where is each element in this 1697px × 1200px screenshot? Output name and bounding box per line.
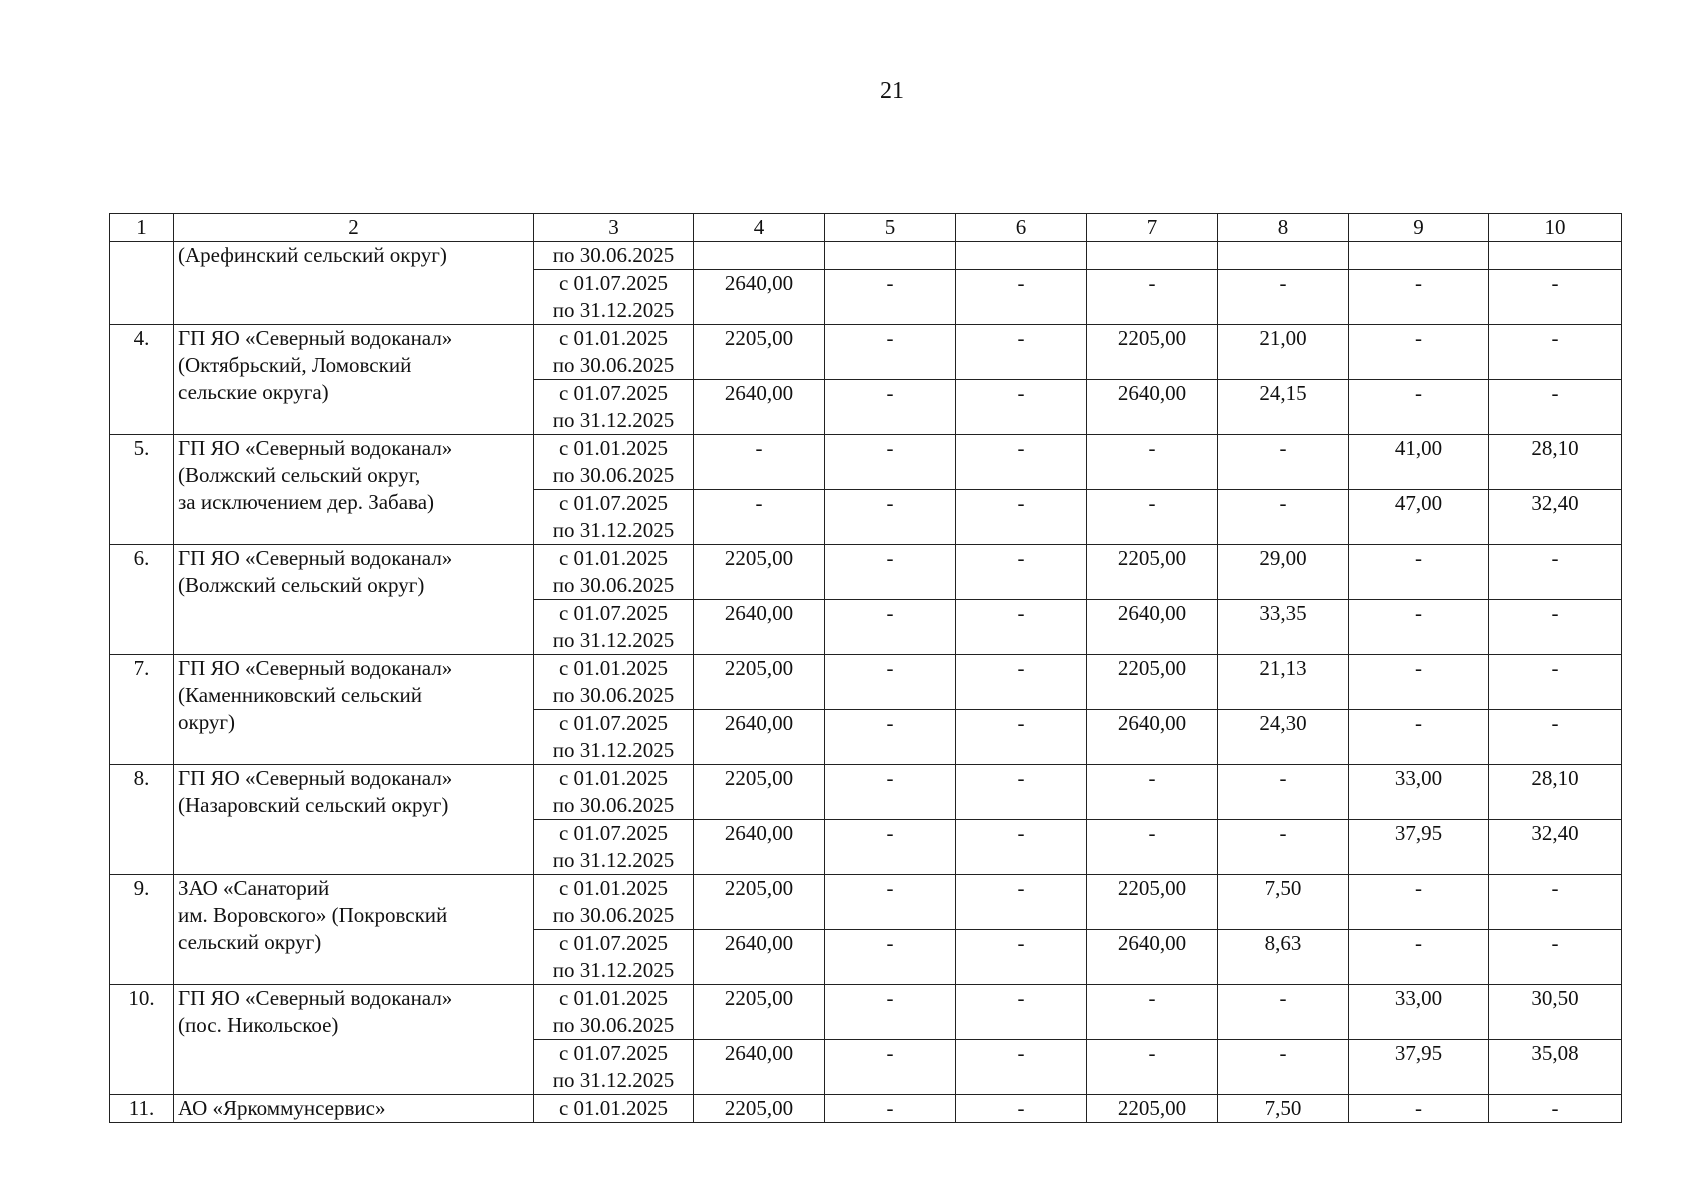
value-cell	[694, 242, 825, 270]
value-cell: -	[1087, 1040, 1218, 1095]
value-cell: -	[1349, 600, 1489, 655]
value-cell: 21,13	[1218, 655, 1349, 710]
period-cell	[534, 242, 694, 270]
organization-cell	[174, 435, 534, 545]
value-cell: -	[1218, 435, 1349, 490]
organization-cell	[174, 545, 534, 655]
period-cell	[534, 875, 694, 930]
period-line: с 01.07.2025	[558, 1041, 669, 1065]
value-cell: 2205,00	[694, 765, 825, 820]
value-cell: -	[956, 765, 1087, 820]
row-number: 4.	[110, 325, 174, 435]
value-cell: 2640,00	[694, 270, 825, 325]
value-cell	[1087, 242, 1218, 270]
organization-line: им. Воровского» (Покровский	[178, 903, 448, 927]
value-cell: -	[1489, 930, 1622, 985]
period-line: с 01.01.2025	[558, 546, 669, 570]
organization-line: ГП ЯО «Северный водоканал»	[178, 546, 453, 570]
row-number: 8.	[110, 765, 174, 875]
period-cell	[534, 930, 694, 985]
row-number: 9.	[110, 875, 174, 985]
value-cell: -	[1218, 1040, 1349, 1095]
value-cell: -	[1087, 435, 1218, 490]
value-cell: -	[694, 435, 825, 490]
table-row	[110, 242, 1622, 270]
period-cell	[534, 655, 694, 710]
value-cell: -	[1349, 710, 1489, 765]
organization-line: (Каменниковский сельский	[178, 683, 423, 707]
period-line: с 01.07.2025	[558, 821, 669, 845]
value-cell: -	[956, 600, 1087, 655]
value-cell: 2640,00	[1087, 710, 1218, 765]
value-cell: -	[825, 1095, 956, 1123]
value-cell: -	[825, 380, 956, 435]
value-cell: 32,40	[1489, 820, 1622, 875]
value-cell: 2205,00	[694, 545, 825, 600]
value-cell: 2640,00	[1087, 380, 1218, 435]
period-line: с 01.07.2025	[558, 931, 669, 955]
organization-cell	[174, 765, 534, 875]
value-cell: -	[956, 1040, 1087, 1095]
value-cell: -	[825, 875, 956, 930]
period-cell	[534, 490, 694, 545]
period-line: по 30.06.2025	[552, 683, 675, 707]
organization-cell	[174, 325, 534, 435]
organization-line: (Назаровский сельский округ)	[178, 793, 449, 817]
value-cell: 33,35	[1218, 600, 1349, 655]
period-line: по 31.12.2025	[552, 958, 675, 982]
period-line: с 01.07.2025	[558, 491, 669, 515]
period-cell	[534, 380, 694, 435]
organization-line: ГП ЯО «Северный водоканал»	[178, 656, 453, 680]
period-line: по 31.12.2025	[552, 848, 675, 872]
value-cell: 2205,00	[694, 985, 825, 1040]
value-cell: -	[956, 380, 1087, 435]
value-cell: 37,95	[1349, 820, 1489, 875]
value-cell: -	[1087, 490, 1218, 545]
value-cell: 32,40	[1489, 490, 1622, 545]
value-cell: 2640,00	[694, 380, 825, 435]
period-cell	[534, 270, 694, 325]
period-cell	[534, 1040, 694, 1095]
column-header: 10	[1489, 214, 1622, 242]
organization-line: сельские округа)	[178, 380, 329, 404]
value-cell: -	[956, 710, 1087, 765]
organization-line: за исключением дер. Забава)	[178, 490, 435, 514]
value-cell: -	[1218, 490, 1349, 545]
value-cell: -	[956, 985, 1087, 1040]
value-cell: 2205,00	[1087, 545, 1218, 600]
organization-cell	[174, 985, 534, 1095]
value-cell: 2205,00	[1087, 875, 1218, 930]
value-cell	[956, 242, 1087, 270]
period-line: по 31.12.2025	[552, 1068, 675, 1092]
value-cell: -	[1218, 820, 1349, 875]
value-cell: 2205,00	[1087, 655, 1218, 710]
value-cell: -	[956, 490, 1087, 545]
value-cell: 24,30	[1218, 710, 1349, 765]
value-cell: 47,00	[1349, 490, 1489, 545]
table-row	[110, 765, 1622, 820]
table-row	[110, 545, 1622, 600]
column-header: 9	[1349, 214, 1489, 242]
value-cell: 28,10	[1489, 765, 1622, 820]
organization-line: АО «Яркоммунсервис»	[178, 1096, 386, 1120]
organization-line: ЗАО «Санаторий	[178, 876, 330, 900]
value-cell: -	[1218, 270, 1349, 325]
value-cell: -	[825, 820, 956, 875]
page-number: 21	[880, 78, 904, 104]
column-header: 5	[825, 214, 956, 242]
value-cell: 2640,00	[694, 1040, 825, 1095]
period-line: по 31.12.2025	[552, 518, 675, 542]
period-line: с 01.01.2025	[558, 656, 669, 680]
period-line: с 01.01.2025	[558, 986, 669, 1010]
row-number: 7.	[110, 655, 174, 765]
value-cell: 2205,00	[694, 1095, 825, 1123]
period-line: с 01.01.2025	[558, 326, 669, 350]
organization-line: ГП ЯО «Северный водоканал»	[178, 986, 453, 1010]
period-line: с 01.07.2025	[558, 271, 669, 295]
period-line: по 30.06.2025	[552, 903, 675, 927]
organization-line: (Волжский сельский округ)	[178, 573, 425, 597]
value-cell: 33,00	[1349, 985, 1489, 1040]
organization-cell	[174, 1095, 534, 1123]
row-number: 5.	[110, 435, 174, 545]
value-cell: -	[1349, 875, 1489, 930]
organization-cell	[174, 655, 534, 765]
organization-line: ГП ЯО «Северный водоканал»	[178, 766, 453, 790]
value-cell: -	[956, 875, 1087, 930]
period-line: по 30.06.2025	[552, 243, 675, 267]
value-cell: -	[825, 325, 956, 380]
value-cell: -	[1087, 820, 1218, 875]
value-cell	[1218, 242, 1349, 270]
value-cell: -	[956, 545, 1087, 600]
value-cell: -	[1218, 985, 1349, 1040]
table-row	[110, 875, 1622, 930]
value-cell: 2205,00	[694, 325, 825, 380]
period-line: с 01.01.2025	[558, 1096, 669, 1120]
value-cell: 24,15	[1218, 380, 1349, 435]
value-cell: -	[956, 325, 1087, 380]
value-cell: 2205,00	[1087, 325, 1218, 380]
value-cell: 2640,00	[694, 820, 825, 875]
value-cell: -	[825, 490, 956, 545]
value-cell: -	[825, 765, 956, 820]
table-row	[110, 1095, 1622, 1123]
table-row	[110, 325, 1622, 380]
organization-line: ГП ЯО «Северный водоканал»	[178, 326, 453, 350]
row-number: 10.	[110, 985, 174, 1095]
value-cell: 7,50	[1218, 1095, 1349, 1123]
value-cell: 2205,00	[694, 875, 825, 930]
value-cell: -	[825, 435, 956, 490]
row-number	[110, 242, 174, 325]
value-cell: 2640,00	[1087, 600, 1218, 655]
value-cell: 30,50	[1489, 985, 1622, 1040]
value-cell	[1349, 242, 1489, 270]
value-cell: -	[694, 490, 825, 545]
organization-cell	[174, 242, 534, 325]
table-row	[110, 435, 1622, 490]
value-cell: 2205,00	[1087, 1095, 1218, 1123]
value-cell: -	[956, 655, 1087, 710]
value-cell: -	[825, 710, 956, 765]
value-cell: -	[956, 820, 1087, 875]
value-cell: 8,63	[1218, 930, 1349, 985]
value-cell: 35,08	[1489, 1040, 1622, 1095]
period-line: по 31.12.2025	[552, 408, 675, 432]
period-line: с 01.07.2025	[558, 601, 669, 625]
value-cell: 7,50	[1218, 875, 1349, 930]
period-cell	[534, 985, 694, 1040]
value-cell: -	[825, 655, 956, 710]
column-header: 1	[110, 214, 174, 242]
value-cell: 33,00	[1349, 765, 1489, 820]
period-cell	[534, 325, 694, 380]
organization-line: (Волжский сельский округ,	[178, 463, 421, 487]
value-cell: -	[1087, 985, 1218, 1040]
period-cell	[534, 435, 694, 490]
value-cell: -	[1489, 545, 1622, 600]
value-cell: -	[1489, 655, 1622, 710]
column-header: 8	[1218, 214, 1349, 242]
value-cell: 2640,00	[1087, 930, 1218, 985]
row-number: 6.	[110, 545, 174, 655]
period-line: с 01.01.2025	[558, 876, 669, 900]
period-cell	[534, 1095, 694, 1123]
value-cell: -	[1489, 270, 1622, 325]
period-line: по 31.12.2025	[552, 298, 675, 322]
value-cell: -	[956, 930, 1087, 985]
period-line: по 30.06.2025	[552, 1013, 675, 1037]
value-cell: -	[1087, 765, 1218, 820]
period-line: с 01.01.2025	[558, 766, 669, 790]
value-cell: -	[1489, 325, 1622, 380]
value-cell: -	[956, 270, 1087, 325]
value-cell: 2640,00	[694, 600, 825, 655]
value-cell: -	[825, 270, 956, 325]
column-header: 2	[174, 214, 534, 242]
organization-line: (пос. Никольское)	[178, 1013, 339, 1037]
value-cell: -	[1087, 270, 1218, 325]
table-row	[110, 985, 1622, 1040]
value-cell: 28,10	[1489, 435, 1622, 490]
period-cell	[534, 765, 694, 820]
value-cell: -	[825, 1040, 956, 1095]
table-row	[110, 655, 1622, 710]
period-line: по 31.12.2025	[552, 738, 675, 762]
value-cell: -	[1349, 930, 1489, 985]
header-row	[110, 214, 1622, 242]
period-line: с 01.01.2025	[558, 436, 669, 460]
value-cell: -	[1489, 380, 1622, 435]
value-cell: 41,00	[1349, 435, 1489, 490]
value-cell: -	[825, 985, 956, 1040]
period-line: по 30.06.2025	[552, 793, 675, 817]
period-cell	[534, 545, 694, 600]
column-header: 7	[1087, 214, 1218, 242]
value-cell: 2640,00	[694, 710, 825, 765]
period-cell	[534, 600, 694, 655]
value-cell: 2640,00	[694, 930, 825, 985]
value-cell: -	[956, 435, 1087, 490]
period-line: по 30.06.2025	[552, 463, 675, 487]
value-cell: -	[1489, 710, 1622, 765]
period-line: по 31.12.2025	[552, 628, 675, 652]
value-cell: -	[825, 930, 956, 985]
period-line: с 01.07.2025	[558, 711, 669, 735]
value-cell: -	[1349, 545, 1489, 600]
organization-line: (Октябрьский, Ломовский	[178, 353, 412, 377]
period-cell	[534, 820, 694, 875]
value-cell: -	[825, 545, 956, 600]
organization-line: сельский округ)	[178, 930, 322, 954]
tariff-table	[109, 213, 1622, 1123]
value-cell: -	[1349, 655, 1489, 710]
organization-cell	[174, 875, 534, 985]
organization-line: (Арефинский сельский округ)	[178, 243, 447, 267]
column-header: 6	[956, 214, 1087, 242]
period-line: с 01.07.2025	[558, 381, 669, 405]
value-cell	[825, 242, 956, 270]
value-cell: -	[825, 600, 956, 655]
column-header: 4	[694, 214, 825, 242]
period-line: по 30.06.2025	[552, 573, 675, 597]
value-cell: -	[956, 1095, 1087, 1123]
value-cell: -	[1349, 270, 1489, 325]
value-cell: -	[1489, 1095, 1622, 1123]
value-cell: -	[1489, 600, 1622, 655]
value-cell: -	[1218, 765, 1349, 820]
value-cell: -	[1349, 325, 1489, 380]
row-number: 11.	[110, 1095, 174, 1123]
organization-line: ГП ЯО «Северный водоканал»	[178, 436, 453, 460]
value-cell: -	[1349, 380, 1489, 435]
value-cell: 29,00	[1218, 545, 1349, 600]
organization-line: округ)	[178, 710, 236, 734]
value-cell: -	[1489, 875, 1622, 930]
value-cell: -	[1349, 1095, 1489, 1123]
period-line: по 30.06.2025	[552, 353, 675, 377]
value-cell	[1489, 242, 1622, 270]
column-header: 3	[534, 214, 694, 242]
value-cell: 21,00	[1218, 325, 1349, 380]
value-cell: 37,95	[1349, 1040, 1489, 1095]
value-cell: 2205,00	[694, 655, 825, 710]
period-cell	[534, 710, 694, 765]
